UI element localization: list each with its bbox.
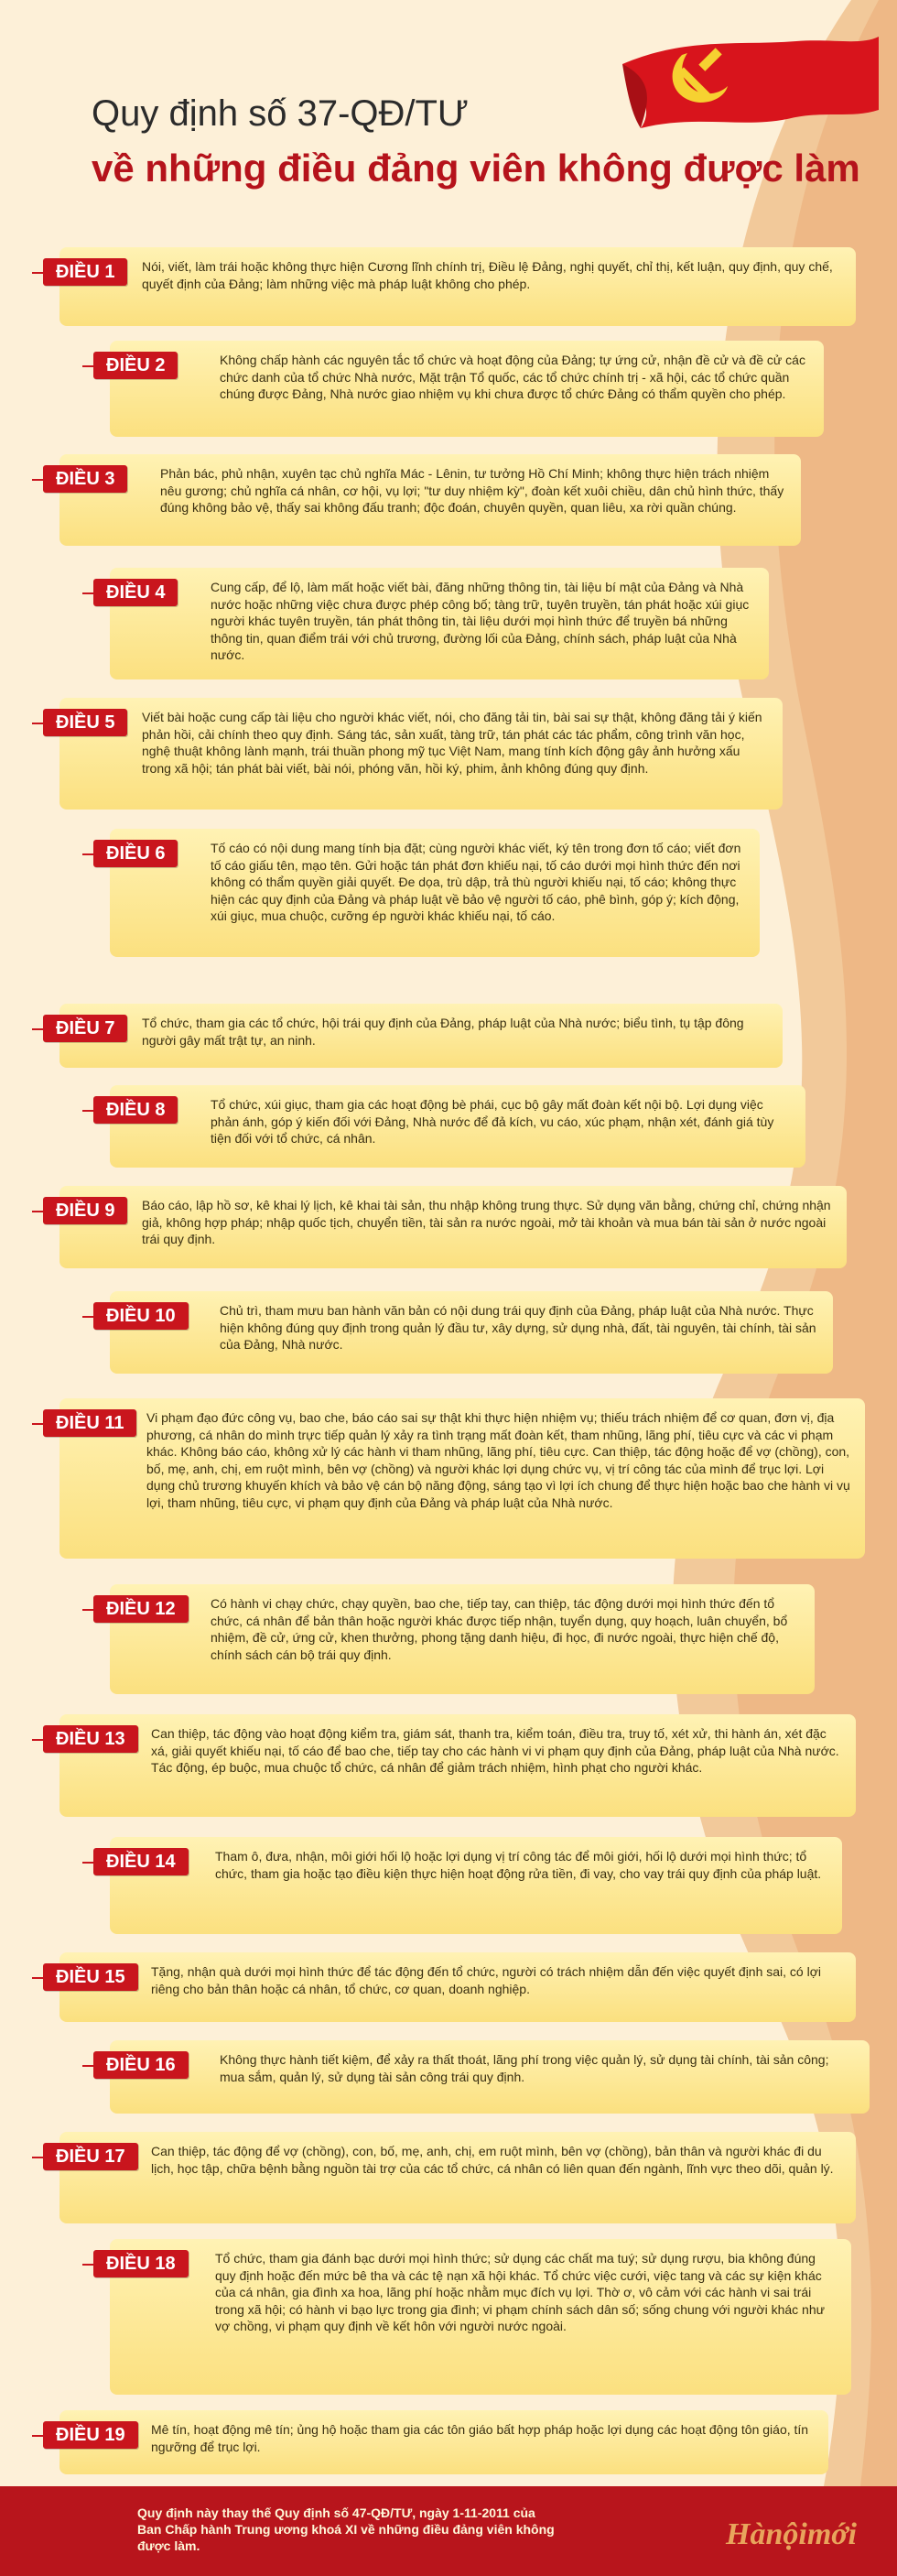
- rule-badge: ĐIỀU 2: [93, 352, 178, 379]
- rule-card-18: [106, 2239, 851, 2395]
- rule-card-4: [106, 568, 769, 679]
- rule-badge: ĐIỀU 8: [93, 1096, 178, 1124]
- rule-card-5: [56, 698, 783, 810]
- title-line-1: Quy định số 37-QĐ/TƯ: [92, 93, 470, 134]
- rule-badge: ĐIỀU 19: [43, 2421, 138, 2449]
- rule-text: Tổ chức, tham gia đánh bạc dưới mọi hình thức; sử dụng các chất ma tuý; sử dụng rượu, bia không đúng quy định hoặc đến mức bê tha và các tệ nạn xã hội khác. Tổ chức việc cưới, việc tang và các sự kiện khác của cá nhân, gia đình xa hoa, lãng phí hoặc nhằm mục đích vụ lợi. Thờ ơ, vô cảm với các hành vi sai trái trong xã hội; có hành vi bạo lực trong gia đình; vi phạm chính sách dân số; sống chung với người khác như vợ chồng, vi phạm quy định về kết hôn với người nước ngoài.: [215, 2251, 825, 2333]
- rule-text: Chủ trì, tham mưu ban hành văn bản có nội dung trái quy định của Đảng, pháp luật của Nhà nước. Thực hiện không đúng quy định trong quản lý đầu tư, xây dựng, sử dụng nhà, đất, tài nguyên, tài chính, tài sản của Đảng, Nhà nước.: [220, 1303, 816, 1352]
- rule-text: Phản bác, phủ nhận, xuyên tạc chủ nghĩa Mác - Lênin, tư tưởng Hồ Chí Minh; không thực hiện trách nhiệm nêu gương; chủ nghĩa cá nhân, cơ hội, vụ lợi; "tư duy nhiệm kỳ", đoàn kết xuôi chiều, dân chủ hình thức, thấy đúng không bảo vệ, thấy sai không đấu tranh; độc đoán, chuyên quyền, quan liêu, xa rời quần chúng.: [160, 466, 784, 515]
- rule-card-19: [56, 2410, 828, 2474]
- rule-card-7: [56, 1004, 783, 1068]
- rule-badge: ĐIỀU 4: [93, 579, 178, 606]
- rule-text: Can thiệp, tác động vào hoạt động kiểm tra, giám sát, thanh tra, kiểm toán, điều tra, truy tố, xét xử, thi hành án, xét đặc xá, giải quyết khiếu nại, tố cáo để bao che, tiếp tay cho các hành vi vi phạm quy định của Đảng, pháp luật của Nhà nước. Tác động, ép buộc, mua chuộc tổ chức, cá nhân để giảm trách nhiệm, hình phạt cho người khác.: [151, 1726, 839, 1775]
- rule-text: Không chấp hành các nguyên tắc tổ chức và hoạt động của Đảng; tự ứng cử, nhận đề cử và đề cử các chức danh của tổ chức Nhà nước, Mặt trận Tổ quốc, các tổ chức chính trị - xã hội, các tổ chức quần chúng được Đảng, Nhà nước giao nhiệm vụ khi chưa được tổ chức Đảng có thẩm quyền cho phép.: [220, 353, 805, 401]
- brand-logo: Hànộimới: [726, 2517, 857, 2551]
- rule-badge: ĐIỀU 9: [43, 1197, 127, 1224]
- rule-badge: ĐIỀU 5: [43, 709, 127, 736]
- rule-card-14: [106, 1837, 842, 1934]
- rule-text: Tố cáo có nội dung mang tính bịa đặt; cùng người khác viết, ký tên trong đơn tố cáo; viết đơn tố cáo giấu tên, mạo tên. Gửi hoặc tán phát đơn khiếu nại, tố cáo dưới mọi hình thức đến nơi không có thẩm quyền giải quyết. Đe dọa, trù dập, trả thù người khiếu nại, tố cáo; không thực hiện các quy định của Đảng và pháp luật về bảo vệ người tố cáo, phê bình, góp ý; kích động, xúi giục, mua chuộc, cưỡng ép người khác khiếu nại, tố cáo.: [211, 841, 741, 923]
- rule-text: Tổ chức, tham gia các tổ chức, hội trái quy định của Đảng, pháp luật của Nhà nước; biểu tình, tụ tập đông người gây mất trật tự, an ninh.: [142, 1016, 744, 1048]
- rule-text: Vi phạm đạo đức công vụ, bao che, báo cáo sai sự thật khi thực hiện nhiệm vụ; thiếu trách nhiệm để cơ quan, đơn vị, địa phương, cá nhân do mình trực tiếp quản lý xảy ra tình trạng mất đoàn kết, tham nhũng, lãng phí, tiêu cực và các vi phạm khác. Không báo cáo, không xử lý các hành vi tham nhũng, lãng phí, tiêu cực. Can thiệp, tác động hoặc để vợ (chồng), con, bố, mẹ, anh, chị, em ruột mình, bên vợ (chồng) và người khác lợi dụng chức vụ, vị trí công tác của mình để trục lợi. Lợi dụng chủ trương khuyến khích và bảo vệ cán bộ năng động, sáng tạo vì lợi ích chung để thực hiện hoặc bao che hành vi vụ lợi, tham nhũng, tiêu cực, vi phạm quy định của Đảng và pháp luật của Nhà nước.: [146, 1410, 850, 1510]
- rule-card-16: [106, 2040, 870, 2114]
- rule-badge: ĐIỀU 10: [93, 1302, 189, 1330]
- rule-badge: ĐIỀU 1: [43, 258, 127, 286]
- rule-badge: ĐIỀU 11: [43, 1409, 136, 1437]
- rule-card-1: [56, 247, 856, 326]
- rule-card-13: [56, 1714, 856, 1817]
- rule-text: Cung cấp, để lộ, làm mất hoặc viết bài, đăng những thông tin, tài liệu bí mật của Đảng và Nhà nước hoặc những việc chưa được phép công bố; tàng trữ, tuyên truyền, tán phát hoặc xúi giục người khác tuyên truyền, tán phát thông tin, tài liệu dưới mọi hình thức để truyền bá những thông tin, quan điểm trái với chủ trương, đường lối của Đảng, chính sách, pháp luật của Nhà nước.: [211, 580, 750, 662]
- rule-badge: ĐIỀU 13: [43, 1725, 138, 1753]
- rule-badge: ĐIỀU 12: [93, 1595, 189, 1623]
- rule-badge: ĐIỀU 3: [43, 465, 127, 493]
- rule-text: Nói, viết, làm trái hoặc không thực hiện Cương lĩnh chính trị, Điều lệ Đảng, nghị quyết, chỉ thị, kết luận, quy định, quy chế, quyết định của Đảng; làm những việc mà pháp luật không cho phép.: [142, 259, 833, 291]
- rule-card-12: [106, 1584, 815, 1694]
- rule-badge: ĐIỀU 14: [93, 1848, 189, 1875]
- rule-badge: ĐIỀU 17: [43, 2143, 138, 2170]
- rule-text: Không thực hành tiết kiệm, để xảy ra thất thoát, lãng phí trong việc quản lý, sử dụng tài chính, tài sản công; mua sắm, quản lý, sử dụng tài sản công trái quy định.: [220, 2052, 829, 2084]
- rule-text: Báo cáo, lập hồ sơ, kê khai lý lịch, kê khai tài sản, thu nhập không trung thực. Sử dụng văn bằng, chứng chỉ, chứng nhận giả, không hợp pháp; nhập quốc tịch, chuyển tiền, tài sản ra nước ngoài, mở tài khoản và mua bán tài sản ở nước ngoài trái quy định.: [142, 1198, 831, 1246]
- rule-text: Tặng, nhận quà dưới mọi hình thức để tác động đến tổ chức, người có trách nhiệm dẫn đến việc quyết định sai, có lợi riêng cho bản thân hoặc cá nhân, tổ chức, cơ quan, doanh nghiệp.: [151, 1964, 822, 1996]
- footer-note: Quy định này thay thế Quy định số 47-QĐ/TƯ, ngày 1-11-2011 của Ban Chấp hành Trung ương khoá XI về những điều đảng viên không được làm.: [137, 2505, 555, 2553]
- rule-badge: ĐIỀU 16: [93, 2051, 189, 2079]
- rule-card-11: [56, 1398, 865, 1559]
- rule-card-10: [106, 1291, 833, 1374]
- rule-badge: ĐIỀU 6: [93, 840, 178, 867]
- title-line-2: về những điều đảng viên không được làm: [92, 147, 860, 190]
- rule-badge: ĐIỀU 7: [43, 1015, 127, 1042]
- rule-card-3: [56, 454, 801, 546]
- rule-card-9: [56, 1186, 847, 1268]
- footer: [0, 2486, 897, 2576]
- rule-badge: ĐIỀU 18: [93, 2250, 189, 2277]
- rule-card-6: [106, 829, 760, 957]
- rule-text: Mê tín, hoạt động mê tín; ủng hộ hoặc tham gia các tôn giáo bất hợp pháp hoặc lợi dụng các hoạt động tôn giáo, tín ngưỡng để trục lợi.: [151, 2422, 809, 2454]
- rule-card-8: [106, 1085, 805, 1168]
- rule-card-15: [56, 1952, 856, 2022]
- rule-card-2: [106, 341, 824, 437]
- party-flag: [604, 27, 879, 137]
- rule-badge: ĐIỀU 15: [43, 1963, 138, 1991]
- rule-text: Có hành vi chạy chức, chạy quyền, bao che, tiếp tay, can thiệp, tác động dưới mọi hình thức đến tổ chức, cá nhân để bản thân hoặc người khác được tiếp nhận, tuyển dụng, quy hoạch, luân chuyển, bổ nhiệm, đề cử, ứng cử, khen thưởng, phong tặng danh hiệu, đi học, đi nước ngoài, thực hiện chế độ, chính sách cán bộ trái quy định.: [211, 1596, 788, 1662]
- rule-text: Tổ chức, xúi giục, tham gia các hoạt động bè phái, cục bộ gây mất đoàn kết nội bộ. Lợi dụng việc phản ánh, góp ý kiến đối với Đảng, Nhà nước để đả kích, vu cáo, xúc phạm, nhận xét, đánh giá tùy tiện đối với tổ chức, cá nhân.: [211, 1097, 774, 1146]
- rule-text: Viết bài hoặc cung cấp tài liệu cho người khác viết, nói, cho đăng tải tin, bài sai sự thật, không đăng tải ý kiến phản hồi, cải chính theo quy định. Sáng tác, sản xuất, tàng trữ, tán phát các tác phẩm, công trình văn học, nghệ thuật không lành mạnh, trái thuần phong mỹ tục Việt Nam, mang tính kích động gây ảnh hưởng xấu trong xã hội; tán phát bài viết, bài nói, phóng văn, hồi ký, phim, ảnh không đúng quy định.: [142, 710, 762, 776]
- rule-text: Tham ô, đưa, nhận, môi giới hối lộ hoặc lợi dụng vị trí công tác để môi giới, hối lộ dưới mọi hình thức; tổ chức, tham gia hoặc tạo điều kiện thực hiện hoạt động rửa tiền, đi vay, cho vay trái quy định của pháp luật.: [215, 1849, 822, 1881]
- rule-card-17: [56, 2132, 856, 2223]
- rule-text: Can thiệp, tác động để vợ (chồng), con, bố, mẹ, anh, chị, em ruột mình, bên vợ (chồng), bản thân và người khác đi du lịch, học tập, chữa bệnh bằng nguồn tài trợ của các tổ chức, cá nhân có liên quan đến ngành, lĩnh vực theo dõi, quản lý.: [151, 2144, 834, 2176]
